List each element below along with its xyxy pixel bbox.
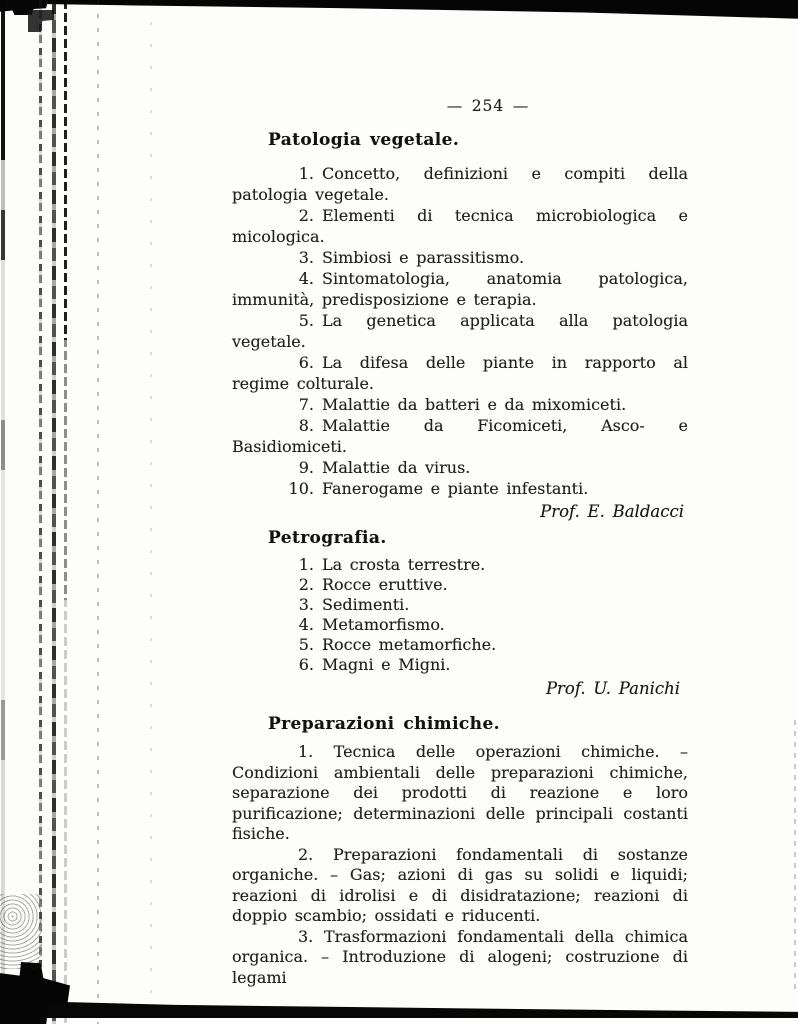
section-heading-preparazioni-chimiche: Preparazioni chimiche.: [268, 714, 500, 734]
scan-artifact-bottom-left-speckle: [0, 894, 42, 969]
list-item: [232, 268, 688, 310]
list-item-text: Elementi di tecnica microbiologica e micologica.: [232, 206, 688, 246]
paragraph: 3. Trasformazioni fondamentali della chimica organica. – Introduzione di alogeni; costruzione di legami: [232, 926, 688, 987]
list-item: [232, 205, 688, 247]
list-item-text: Magni e Migni.: [322, 655, 451, 674]
list-item-number: 7.: [298, 395, 314, 414]
list-item-text: Metamorfismo.: [322, 615, 445, 634]
scan-artifact-binding-line-6: [150, 0, 152, 1024]
list-item: [232, 415, 688, 457]
paragraph: 1. Tecnica delle operazioni chimiche. – Condizioni ambientali delle preparazioni chimiche, separazione dei prodotti di reazione e loro purificazione; determinazioni delle principali costanti fisiche.: [232, 742, 688, 843]
list-item: [232, 655, 688, 675]
scan-artifact-binding-line-2: [39, 0, 42, 1024]
list-item-text: Sintomatologia, anatomia patologica, immunità, predisposizione e terapia.: [232, 269, 688, 309]
scan-artifact-top-left-step: [28, 10, 54, 32]
list-item-number: 1.: [298, 164, 314, 183]
list-item-number: 6.: [298, 655, 314, 674]
list-item-number: 1.: [298, 555, 314, 574]
scan-artifact-binding-line-4: [64, 0, 67, 1024]
petrografia-list: [232, 555, 688, 675]
scan-artifact-bottom-left-blob: [0, 962, 70, 1024]
list-item: [232, 615, 688, 635]
list-item-number: 3.: [298, 595, 314, 614]
list-item-number: 9.: [298, 458, 314, 477]
scan-artifact-binding-line-5: [97, 0, 99, 1024]
list-item-text: Concetto, definizioni e compiti della patologia vegetale.: [232, 164, 688, 204]
list-item: [232, 247, 688, 268]
professor-attribution-panichi: Prof. U. Panichi: [545, 679, 680, 698]
list-item-text: Malattie da batteri e da mixomiceti.: [322, 395, 627, 414]
list-item-number: 8.: [298, 416, 314, 435]
list-item-text: Malattie da Ficomiceti, Asco- e Basidiomiceti.: [232, 416, 688, 456]
list-item: [232, 555, 688, 575]
list-item: [232, 635, 688, 655]
list-item: [232, 575, 688, 595]
scan-artifact-top-band: [32, 0, 798, 24]
page-number: — 254 —: [446, 97, 530, 115]
list-item-text: Rocce eruttive.: [322, 575, 448, 594]
list-item-number: 4.: [298, 615, 314, 634]
list-item-number: 5.: [298, 635, 314, 654]
list-item-number: 3.: [298, 248, 314, 267]
scan-artifact-top-left-blob: [0, 0, 48, 15]
text-column: [232, 96, 688, 988]
scan-artifact-right-edge-line: [794, 720, 796, 994]
list-item: [232, 310, 688, 352]
scan-artifact-binding-line-3: [52, 0, 56, 1024]
list-item-number: 10.: [288, 479, 314, 498]
list-item-number: 4.: [298, 269, 314, 288]
list-item: [232, 352, 688, 394]
patologia-vegetale-list: [232, 163, 688, 499]
list-item: [232, 394, 688, 415]
preparazioni-chimiche-paragraphs: [232, 742, 688, 988]
scan-artifact-bottom-band: [0, 1002, 798, 1018]
scan-artifact-binding-line-1: [1, 0, 5, 1024]
list-item-number: 2.: [298, 575, 314, 594]
list-item: [232, 457, 688, 478]
list-item-text: Rocce metamorfiche.: [322, 635, 497, 654]
list-item-number: 2.: [298, 206, 314, 225]
list-item: [232, 163, 688, 205]
list-item-number: 6.: [298, 353, 314, 372]
list-item-text: Simbiosi e parassitismo.: [322, 248, 525, 267]
section-heading-patologia-vegetale: Patologia vegetale.: [268, 130, 460, 150]
list-item-text: La crosta terrestre.: [322, 555, 486, 574]
list-item-text: Fanerogame e piante infestanti.: [322, 479, 589, 498]
list-item-text: Sedimenti.: [322, 595, 410, 614]
list-item-text: La difesa delle piante in rapporto al regime colturale.: [232, 353, 688, 393]
professor-attribution-baldacci: Prof. E. Baldacci: [540, 502, 684, 521]
list-item-text: Malattie da virus.: [322, 458, 471, 477]
list-item: [232, 478, 688, 499]
paragraph: 2. Preparazioni fondamentali di sostanze organiche. – Gas; azioni di gas su solidi e liquidi; reazioni di idrolisi e di disidratazione; reazioni di doppio scambio; ossidati e riducenti.: [232, 844, 688, 925]
list-item: [232, 595, 688, 615]
list-item-number: 5.: [298, 311, 314, 330]
list-item-text: La genetica applicata alla patologia vegetale.: [232, 311, 688, 351]
section-heading-petrografia: Petrografia.: [268, 528, 387, 548]
